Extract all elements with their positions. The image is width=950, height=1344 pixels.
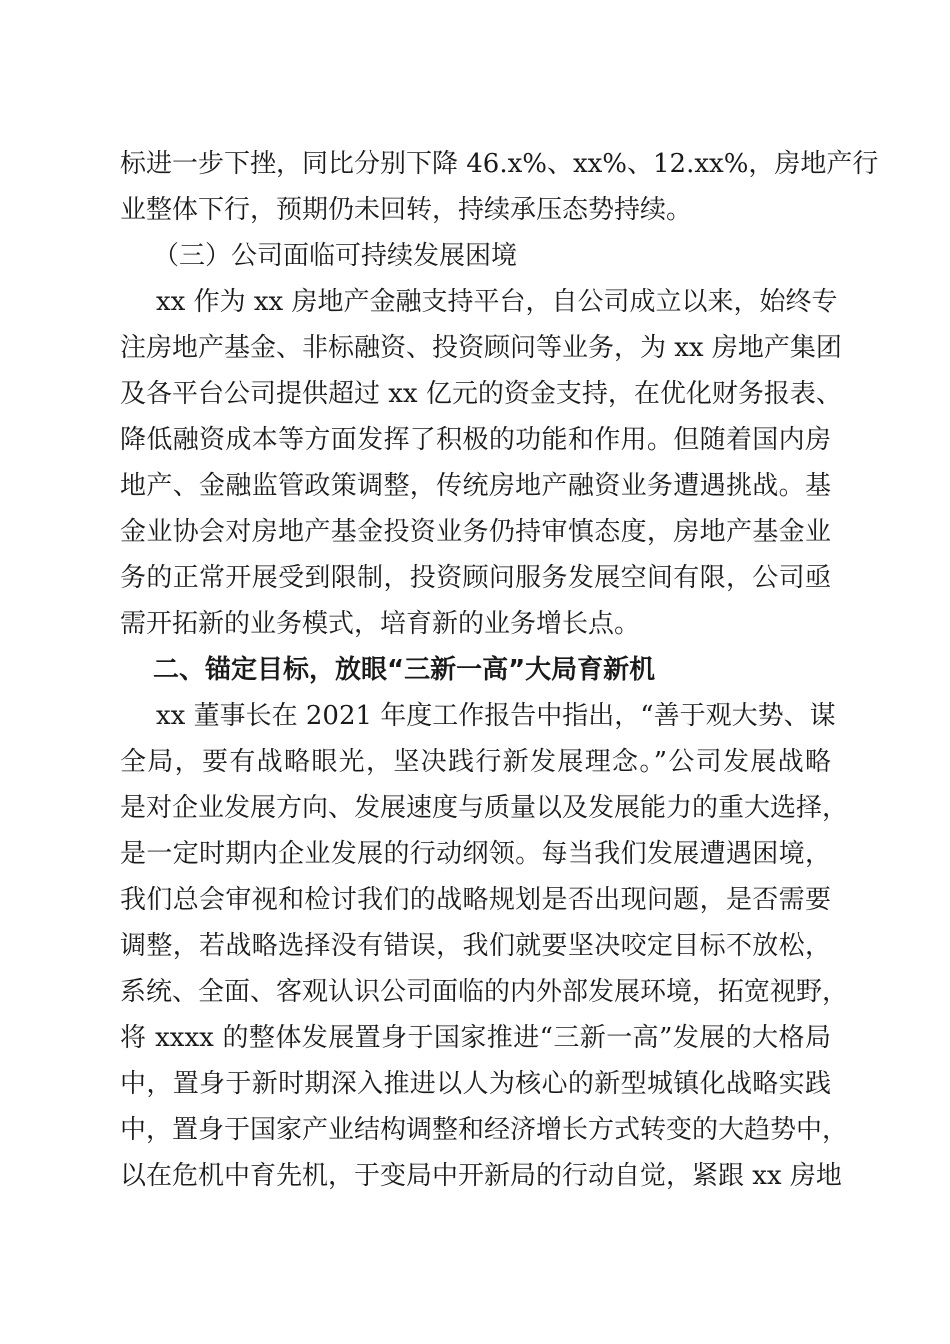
paragraph-line: 系统、全面、客观认识公司面临的内外部发展环境，拓宽视野， (120, 977, 849, 1007)
paragraph-line: 金业协会对房地产基金投资业务仍持审慎态度，房地产基金业 (120, 517, 831, 547)
paragraph-line: 中，置身于国家产业结构调整和经济增长方式转变的大趋势中， (120, 1115, 849, 1145)
paragraph-line: 将 xxxx 的整体发展置身于国家推进“三新一高”发展的大格局 (120, 1023, 831, 1053)
paragraph-line: 务的正常开展受到限制，投资顾问服务发展空间有限，公司亟 (120, 563, 831, 593)
paragraph-line: 降低融资成本等方面发挥了积极的功能和作用。但随着国内房 (120, 425, 831, 455)
paragraph-line: 中，置身于新时期深入推进以人为核心的新型城镇化战略实践 (120, 1069, 831, 1099)
subheading-3: （三）公司面临可持续发展困境 (153, 241, 518, 271)
paragraph-line: 全局，要有战略眼光，坚决践行新发展理念。”公司发展战略 (120, 747, 831, 777)
paragraph-line: 标进一步下挫，同比分别下降 46.x%、xx%、12.xx%，房地产行 (120, 149, 879, 179)
paragraph-line: 地产、金融监管政策调整，传统房地产融资业务遭遇挑战。基 (120, 471, 831, 501)
section-heading-2: 二、锚定目标，放眼“三新一高”大局育新机 (153, 655, 656, 685)
paragraph-line: xx 董事长在 2021 年度工作报告中指出，“善于观大势、谋 (156, 701, 836, 731)
paragraph-line: 是对企业发展方向、发展速度与质量以及发展能力的重大选择， (120, 793, 849, 823)
paragraph-line: 业整体下行，预期仍未回转，持续承压态势持续。 (120, 195, 693, 225)
paragraph-line: xx 作为 xx 房地产金融支持平台，自公司成立以来，始终专 (156, 287, 838, 317)
paragraph-line: 需开拓新的业务模式，培育新的业务增长点。 (120, 609, 641, 639)
paragraph-line: 注房地产基金、非标融资、投资顾问等业务，为 xx 房地产集团 (120, 333, 842, 363)
paragraph-line: 是一定时期内企业发展的行动纲领。每当我们发展遭遇困境， (120, 839, 831, 869)
paragraph-line: 调整，若战略选择没有错误，我们就要坚决咬定目标不放松， (120, 931, 831, 961)
paragraph-line: 以在危机中育先机，于变局中开新局的行动自觉，紧跟 xx 房地 (120, 1161, 842, 1191)
paragraph-line: 我们总会审视和检讨我们的战略规划是否出现问题，是否需要 (120, 885, 831, 915)
paragraph-line: 及各平台公司提供超过 xx 亿元的资金支持，在优化财务报表、 (120, 379, 842, 409)
